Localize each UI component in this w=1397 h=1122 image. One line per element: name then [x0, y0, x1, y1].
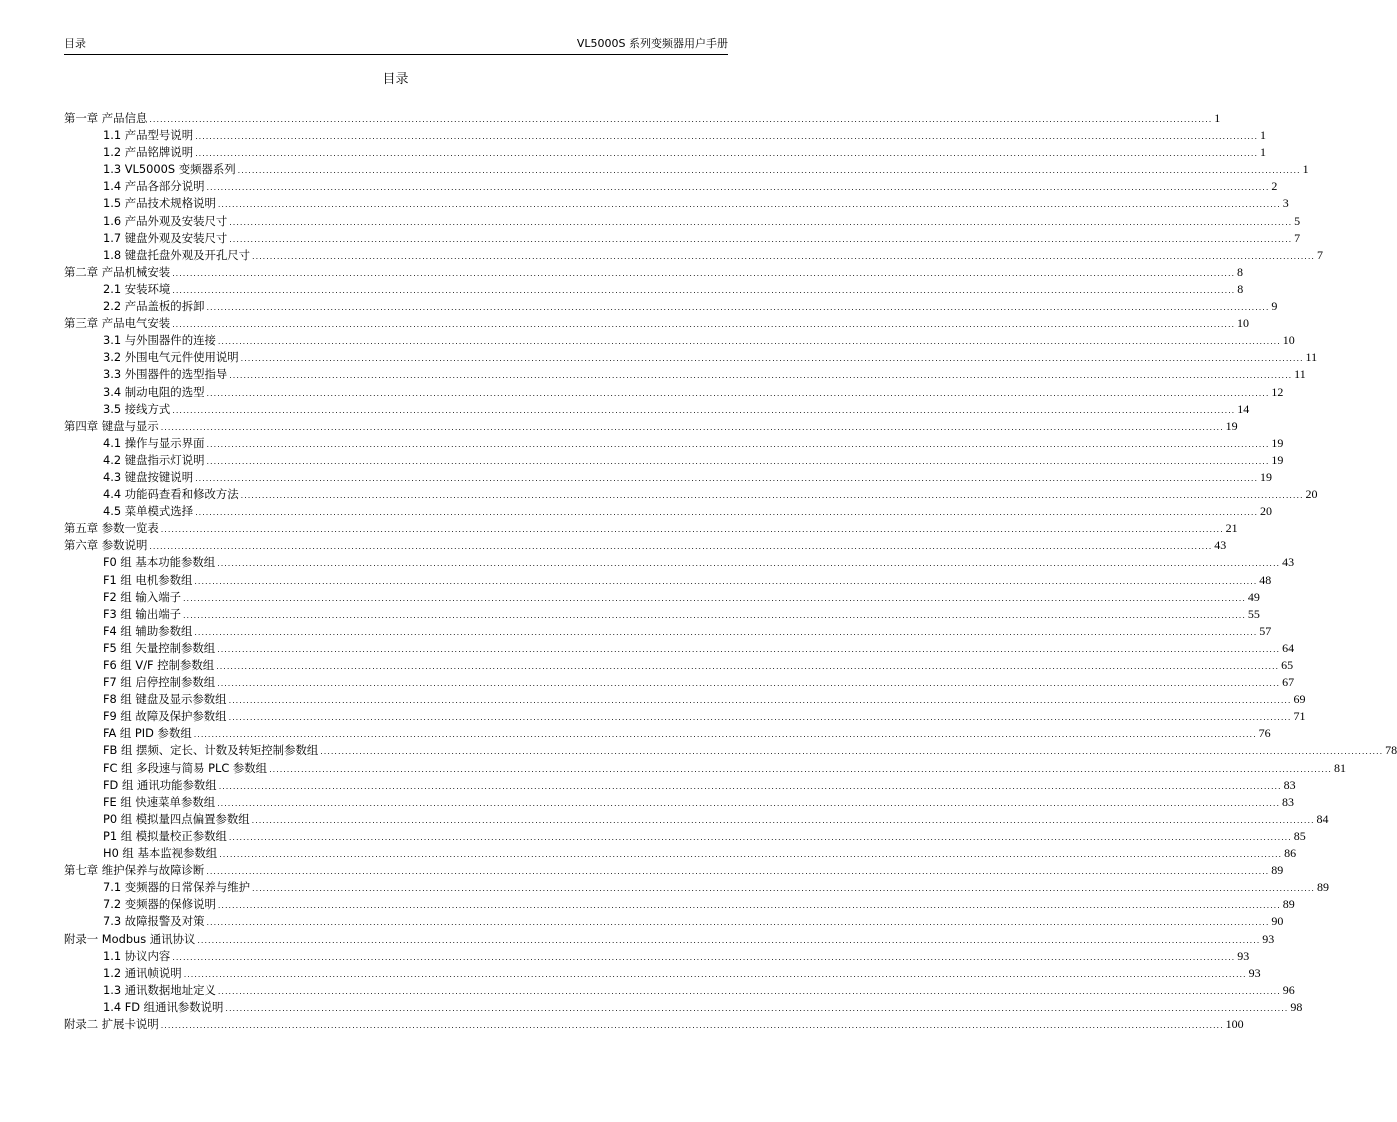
toc-chapter-entry[interactable]: [64, 110, 1221, 127]
toc-section-entry[interactable]: [64, 896, 1295, 913]
toc-entry-label: 1.8 键盘托盘外观及开孔尺寸: [103, 247, 251, 262]
toc-section-entry[interactable]: [64, 572, 1272, 589]
toc-page-number: 49: [1247, 589, 1260, 604]
toc-section-entry[interactable]: [64, 435, 1284, 452]
toc-section-entry[interactable]: [64, 486, 1318, 503]
toc-section-entry[interactable]: [64, 708, 1306, 725]
toc-page-number: 11: [1305, 350, 1318, 365]
toc-entry-label: F6 组 V/F 控制参数组: [103, 658, 215, 672]
toc-entry-label: F1 组 电机参数组: [103, 572, 193, 587]
toc-page-number: 64: [1282, 640, 1295, 655]
toc-section-entry[interactable]: [64, 794, 1295, 811]
toc-page-number: 89: [1316, 880, 1329, 895]
toc-entry-label: F5 组 矢量控制参数组: [103, 640, 216, 655]
toc-section-entry[interactable]: [64, 999, 1303, 1016]
table-of-contents: [64, 110, 1397, 1033]
toc-section-entry[interactable]: [64, 879, 1329, 896]
toc-dot-leader: ............................................................................................................................................................................................................................................................................................................: [197, 935, 1261, 945]
toc-page-number: 3: [1282, 196, 1289, 211]
toc-entry-label: F0 组 基本功能参数组: [103, 555, 216, 570]
toc-page-number: 93: [1248, 965, 1261, 980]
toc-page-number: 96: [1282, 982, 1295, 997]
toc-dot-leader: ............................................................................................................................................................................................................................................................................................................: [240, 491, 1304, 501]
toc-dot-leader: ............................................................................................................................................................................................................................................................................................................: [193, 730, 1257, 740]
toc-dot-leader: ............................................................................................................................................................................................................................................................................................................: [149, 115, 1213, 124]
toc-dot-leader: ............................................................................................................................................................................................................................................................................................................: [172, 952, 1236, 962]
toc-section-entry[interactable]: [64, 640, 1295, 657]
toc-section-entry[interactable]: [64, 161, 1309, 178]
toc-dot-leader: ............................................................................................................................................................................................................................................................................................................: [252, 884, 1315, 894]
toc-dot-leader: ............................................................................................................................................................................................................................................................................................................: [194, 627, 1258, 637]
toc-entry-label: F2 组 输入端子: [103, 589, 181, 604]
toc-section-entry[interactable]: [64, 589, 1260, 606]
toc-entry-label: F4 组 辅助参数组: [103, 623, 193, 638]
toc-page-number: 85: [1293, 828, 1306, 843]
toc-chapter-entry[interactable]: [64, 862, 1284, 879]
toc-page-number: 7: [1316, 247, 1323, 262]
toc-dot-leader: ............................................................................................................................................................................................................................................................................................................: [320, 747, 1384, 757]
toc-entry-label: 1.4 FD 组通讯参数说明: [103, 999, 224, 1014]
toc-entry-label: 3.2 外围电气元件使用说明: [103, 350, 239, 365]
toc-page-number: 43: [1214, 538, 1227, 553]
toc-section-entry[interactable]: [64, 777, 1296, 794]
toc-section-entry[interactable]: [64, 725, 1271, 742]
toc-entry-label: P1 组 模拟量校正参数组: [103, 828, 227, 843]
toc-page-number: 90: [1271, 914, 1284, 929]
toc-page-number: 1: [1259, 128, 1266, 143]
toc-section-entry[interactable]: [64, 845, 1297, 862]
toc-entry-label: 1.4 产品各部分说明: [103, 179, 205, 194]
toc-entry-label: 第三章 产品电气安装: [64, 316, 171, 331]
toc-section-entry[interactable]: [64, 623, 1272, 640]
toc-chapter-entry[interactable]: [64, 315, 1250, 332]
toc-section-entry[interactable]: [64, 503, 1272, 520]
toc-entry-label: 7.2 变频器的保修说明: [103, 897, 216, 912]
toc-page-number: 100: [1225, 1016, 1244, 1031]
toc-page-number: 14: [1237, 401, 1250, 416]
toc-entry-label: 4.3 键盘按键说明: [103, 469, 194, 484]
toc-entry-label: F9 组 故障及保护参数组: [103, 709, 227, 724]
toc-section-entry[interactable]: [64, 657, 1294, 674]
toc-section-entry[interactable]: [64, 281, 1244, 298]
toc-section-entry[interactable]: [64, 366, 1306, 383]
toc-entry-label: 1.3 VL5000S 变频器系列: [103, 162, 236, 177]
toc-page-number: 86: [1284, 846, 1297, 861]
toc-dot-leader: ............................................................................................................................................................................................................................................................................................................: [229, 234, 1293, 244]
toc-page-number: 55: [1247, 606, 1260, 621]
toc-page-number: 83: [1283, 777, 1296, 792]
toc-page-number: 21: [1225, 521, 1238, 536]
toc-dot-leader: ............................................................................................................................................................................................................................................................................................................: [195, 508, 1258, 518]
toc-entry-label: 4.2 键盘指示灯说明: [103, 452, 205, 467]
toc-entry-label: 附录一 Modbus 通讯协议: [64, 931, 196, 946]
toc-dot-leader: ............................................................................................................................................................................................................................................................................................................: [219, 850, 1283, 860]
toc-dot-leader: ............................................................................................................................................................................................................................................................................................................: [149, 542, 1213, 552]
toc-section-entry[interactable]: [64, 674, 1295, 691]
toc-dot-leader: ............................................................................................................................................................................................................................................................................................................: [228, 696, 1292, 706]
toc-section-entry[interactable]: [64, 332, 1295, 349]
toc-dot-leader: ............................................................................................................................................................................................................................................................................................................: [183, 969, 1247, 979]
toc-section-entry[interactable]: [64, 144, 1266, 161]
toc-entry-label: 1.2 通讯帧说明: [103, 965, 182, 980]
toc-page-number: 19: [1259, 469, 1272, 484]
toc-section-entry[interactable]: [64, 349, 1318, 366]
toc-section-entry[interactable]: [64, 828, 1306, 845]
toc-entry-label: 1.3 通讯数据地址定义: [103, 982, 216, 997]
toc-dot-leader: ............................................................................................................................................................................................................................................................................................................: [183, 610, 1246, 620]
toc-entry-label: 3.5 接线方式: [103, 401, 171, 416]
toc-dot-leader: ............................................................................................................................................................................................................................................................................................................: [206, 303, 1270, 313]
toc-section-entry[interactable]: [64, 230, 1301, 247]
toc-page-number: 19: [1271, 435, 1284, 450]
toc-entry-label: 7.3 故障报警及对策: [103, 914, 205, 929]
toc-page-number: 8: [1237, 264, 1244, 279]
toc-section-entry[interactable]: [64, 195, 1289, 212]
toc-page-number: 1: [1214, 111, 1221, 125]
toc-page-number: 20: [1259, 504, 1272, 519]
toc-dot-leader: ............................................................................................................................................................................................................................................................................................................: [216, 662, 1280, 671]
toc-dot-leader: ............................................................................................................................................................................................................................................................................................................: [225, 1003, 1289, 1013]
toc-page-number: 8: [1237, 281, 1244, 296]
toc-section-entry[interactable]: [64, 213, 1301, 230]
toc-dot-leader: ............................................................................................................................................................................................................................................................................................................: [217, 200, 1281, 210]
toc-entry-label: FD 组 通讯功能参数组: [103, 777, 217, 792]
toc-page-number: 57: [1259, 623, 1272, 638]
toc-entry-label: 1.6 产品外观及安装尺寸: [103, 213, 228, 228]
toc-page-number: 48: [1259, 572, 1272, 587]
toc-chapter-entry[interactable]: [64, 520, 1238, 537]
toc-page-number: 89: [1271, 863, 1284, 878]
page-title: 目录: [382, 72, 409, 87]
toc-dot-leader: ............................................................................................................................................................................................................................................................................................................: [217, 559, 1281, 569]
toc-entry-label: 2.2 产品盖板的拆卸: [103, 299, 205, 314]
toc-page-number: 19: [1271, 452, 1284, 467]
toc-chapter-entry[interactable]: [64, 931, 1275, 948]
toc-dot-leader: ............................................................................................................................................................................................................................................................................................................: [229, 371, 1293, 381]
toc-page-number: 98: [1290, 999, 1303, 1014]
toc-page-number: 76: [1258, 726, 1271, 741]
toc-dot-leader: ............................................................................................................................................................................................................................................................................................................: [195, 149, 1258, 159]
toc-dot-leader: ............................................................................................................................................................................................................................................................................................................: [269, 764, 1332, 774]
toc-dot-leader: ............................................................................................................................................................................................................................................................................................................: [229, 217, 1293, 227]
toc-entry-label: FB 组 摆频、定长、计数及转矩控制参数组: [103, 743, 319, 758]
toc-dot-leader: ............................................................................................................................................................................................................................................................................................................: [206, 183, 1270, 193]
toc-dot-leader: ............................................................................................................................................................................................................................................................................................................: [228, 832, 1292, 842]
toc-page-number: 93: [1262, 931, 1275, 946]
toc-dot-leader: ............................................................................................................................................................................................................................................................................................................: [172, 405, 1236, 415]
toc-entry-label: 1.5 产品技术规格说明: [103, 196, 216, 211]
toc-entry-label: 第一章 产品信息: [64, 111, 148, 125]
toc-entry-label: F7 组 启停控制参数组: [103, 675, 216, 690]
toc-dot-leader: ............................................................................................................................................................................................................................................................................................................: [217, 798, 1281, 808]
toc-page-number: 12: [1271, 384, 1284, 399]
toc-entry-label: 1.1 产品型号说明: [103, 128, 194, 143]
toc-dot-leader: ............................................................................................................................................................................................................................................................................................................: [183, 593, 1246, 603]
toc-page-number: 43: [1282, 555, 1295, 570]
toc-entry-label: 第二章 产品机械安装: [64, 264, 171, 279]
toc-entry-label: 第六章 参数说明: [64, 538, 148, 553]
toc-entry-label: 1.7 键盘外观及安装尺寸: [103, 230, 228, 245]
toc-page-number: 65: [1281, 658, 1294, 672]
toc-dot-leader: ............................................................................................................................................................................................................................................................................................................: [228, 713, 1292, 723]
toc-dot-leader: ............................................................................................................................................................................................................................................................................................................: [195, 473, 1258, 483]
toc-dot-leader: ............................................................................................................................................................................................................................................................................................................: [206, 456, 1270, 466]
toc-page-number: 5: [1294, 213, 1301, 228]
toc-entry-label: 2.1 安装环境: [103, 281, 171, 296]
toc-entry-label: 4.5 菜单模式选择: [103, 504, 194, 519]
header-manual-title: VL5000S 系列变频器用户手册: [576, 37, 728, 50]
toc-page-number: 71: [1293, 709, 1306, 724]
toc-section-entry[interactable]: [64, 469, 1272, 486]
toc-page-number: 10: [1237, 316, 1250, 331]
toc-entry-label: 1.1 协议内容: [103, 948, 171, 963]
toc-chapter-entry[interactable]: [64, 537, 1227, 554]
toc-dot-leader: ............................................................................................................................................................................................................................................................................................................: [206, 867, 1270, 877]
toc-dot-leader: ............................................................................................................................................................................................................................................................................................................: [251, 815, 1315, 825]
toc-entry-label: 4.1 操作与显示界面: [103, 435, 205, 450]
toc-entry-label: 附录二 扩展卡说明: [64, 1016, 159, 1031]
toc-dot-leader: ............................................................................................................................................................................................................................................................................................................: [252, 251, 1315, 261]
toc-entry-label: FC 组 多段速与简易 PLC 参数组: [103, 760, 268, 775]
toc-section-entry[interactable]: [64, 554, 1295, 571]
toc-dot-leader: ............................................................................................................................................................................................................................................................................................................: [206, 918, 1270, 928]
toc-entry-label: 第五章 参数一览表: [64, 521, 159, 536]
toc-dot-leader: ............................................................................................................................................................................................................................................................................................................: [237, 166, 1301, 176]
toc-page-number: 1: [1302, 162, 1309, 177]
toc-dot-leader: ............................................................................................................................................................................................................................................................................................................: [217, 986, 1281, 996]
toc-chapter-entry[interactable]: [64, 1016, 1244, 1033]
toc-dot-leader: ............................................................................................................................................................................................................................................................................................................: [172, 268, 1236, 278]
toc-page-number: 89: [1282, 897, 1295, 912]
toc-section-entry[interactable]: [64, 127, 1266, 144]
toc-dot-leader: ............................................................................................................................................................................................................................................................................................................: [160, 1020, 1224, 1030]
toc-entry-label: F3 组 输出端子: [103, 606, 181, 621]
toc-page-number: 2: [1271, 179, 1278, 194]
toc-dot-leader: ............................................................................................................................................................................................................................................................................................................: [172, 285, 1236, 295]
toc-page-number: 83: [1282, 794, 1295, 809]
toc-entry-label: 7.1 变频器的日常保养与维护: [103, 880, 251, 895]
toc-section-entry[interactable]: [64, 742, 1397, 759]
toc-page-number: 84: [1316, 811, 1329, 826]
toc-entry-label: H0 组 基本监视参数组: [103, 846, 218, 861]
toc-entry-label: F8 组 键盘及显示参数组: [103, 692, 227, 707]
toc-entry-label: 3.4 制动电阻的选型: [103, 384, 205, 399]
toc-section-entry[interactable]: [64, 760, 1346, 777]
toc-dot-leader: ............................................................................................................................................................................................................................................................................................................: [194, 576, 1258, 586]
page-header: [64, 36, 728, 55]
toc-dot-leader: ............................................................................................................................................................................................................................................................................................................: [240, 354, 1304, 364]
toc-section-entry[interactable]: [64, 298, 1278, 315]
toc-dot-leader: ............................................................................................................................................................................................................................................................................................................: [160, 525, 1224, 535]
toc-entry-label: 1.2 产品铭牌说明: [103, 145, 194, 160]
toc-entry-label: 3.1 与外围器件的连接: [103, 333, 216, 348]
toc-dot-leader: ............................................................................................................................................................................................................................................................................................................: [206, 388, 1270, 398]
toc-dot-leader: ............................................................................................................................................................................................................................................................................................................: [217, 679, 1281, 689]
toc-page-number: 1: [1259, 145, 1266, 160]
toc-entry-label: 4.4 功能码查看和修改方法: [103, 487, 239, 502]
toc-page-number: 9: [1271, 299, 1278, 314]
toc-section-entry[interactable]: [64, 913, 1284, 930]
toc-dot-leader: ............................................................................................................................................................................................................................................................................................................: [160, 422, 1224, 432]
toc-section-entry[interactable]: [64, 965, 1261, 982]
toc-section-entry[interactable]: [64, 452, 1284, 469]
toc-section-entry[interactable]: [64, 691, 1306, 708]
toc-dot-leader: ............................................................................................................................................................................................................................................................................................................: [217, 337, 1281, 347]
toc-section-entry[interactable]: [64, 178, 1278, 195]
toc-entry-label: FE 组 快速菜单参数组: [103, 794, 216, 809]
toc-page-number: 20: [1305, 487, 1318, 502]
toc-page-number: 67: [1282, 675, 1295, 690]
toc-entry-label: FA 组 PID 参数组: [103, 726, 192, 741]
toc-page-number: 69: [1293, 692, 1306, 707]
toc-chapter-entry[interactable]: [64, 418, 1238, 435]
toc-section-entry[interactable]: [64, 606, 1260, 623]
toc-section-entry[interactable]: [64, 384, 1284, 401]
toc-entry-label: 第四章 键盘与显示: [64, 418, 159, 433]
toc-page-number: 11: [1294, 367, 1306, 382]
toc-page-number: 19: [1225, 418, 1238, 433]
toc-dot-leader: ............................................................................................................................................................................................................................................................................................................: [217, 901, 1281, 911]
toc-chapter-entry[interactable]: [64, 264, 1244, 281]
toc-dot-leader: ............................................................................................................................................................................................................................................................................................................: [217, 644, 1281, 654]
toc-page-number: 81: [1333, 760, 1346, 775]
toc-entry-label: 3.3 外围器件的选型指导: [103, 367, 228, 382]
toc-section-entry[interactable]: [64, 247, 1323, 264]
toc-entry-label: P0 组 模拟量四点偏置参数组: [103, 811, 250, 826]
header-section-label: 目录: [64, 37, 86, 50]
toc-dot-leader: ............................................................................................................................................................................................................................................................................................................: [195, 132, 1258, 142]
toc-dot-leader: ............................................................................................................................................................................................................................................................................................................: [206, 439, 1270, 449]
toc-page-number: 7: [1294, 230, 1301, 245]
toc-section-entry[interactable]: [64, 401, 1250, 418]
toc-page-number: 78: [1385, 743, 1397, 758]
toc-dot-leader: ............................................................................................................................................................................................................................................................................................................: [218, 781, 1282, 791]
toc-section-entry[interactable]: [64, 948, 1250, 965]
toc-page-number: 93: [1237, 948, 1250, 963]
toc-page-number: 10: [1282, 333, 1295, 348]
toc-entry-label: 第七章 维护保养与故障诊断: [64, 863, 205, 878]
toc-dot-leader: ............................................................................................................................................................................................................................................................................................................: [172, 320, 1236, 330]
toc-section-entry[interactable]: [64, 811, 1329, 828]
toc-section-entry[interactable]: [64, 982, 1295, 999]
